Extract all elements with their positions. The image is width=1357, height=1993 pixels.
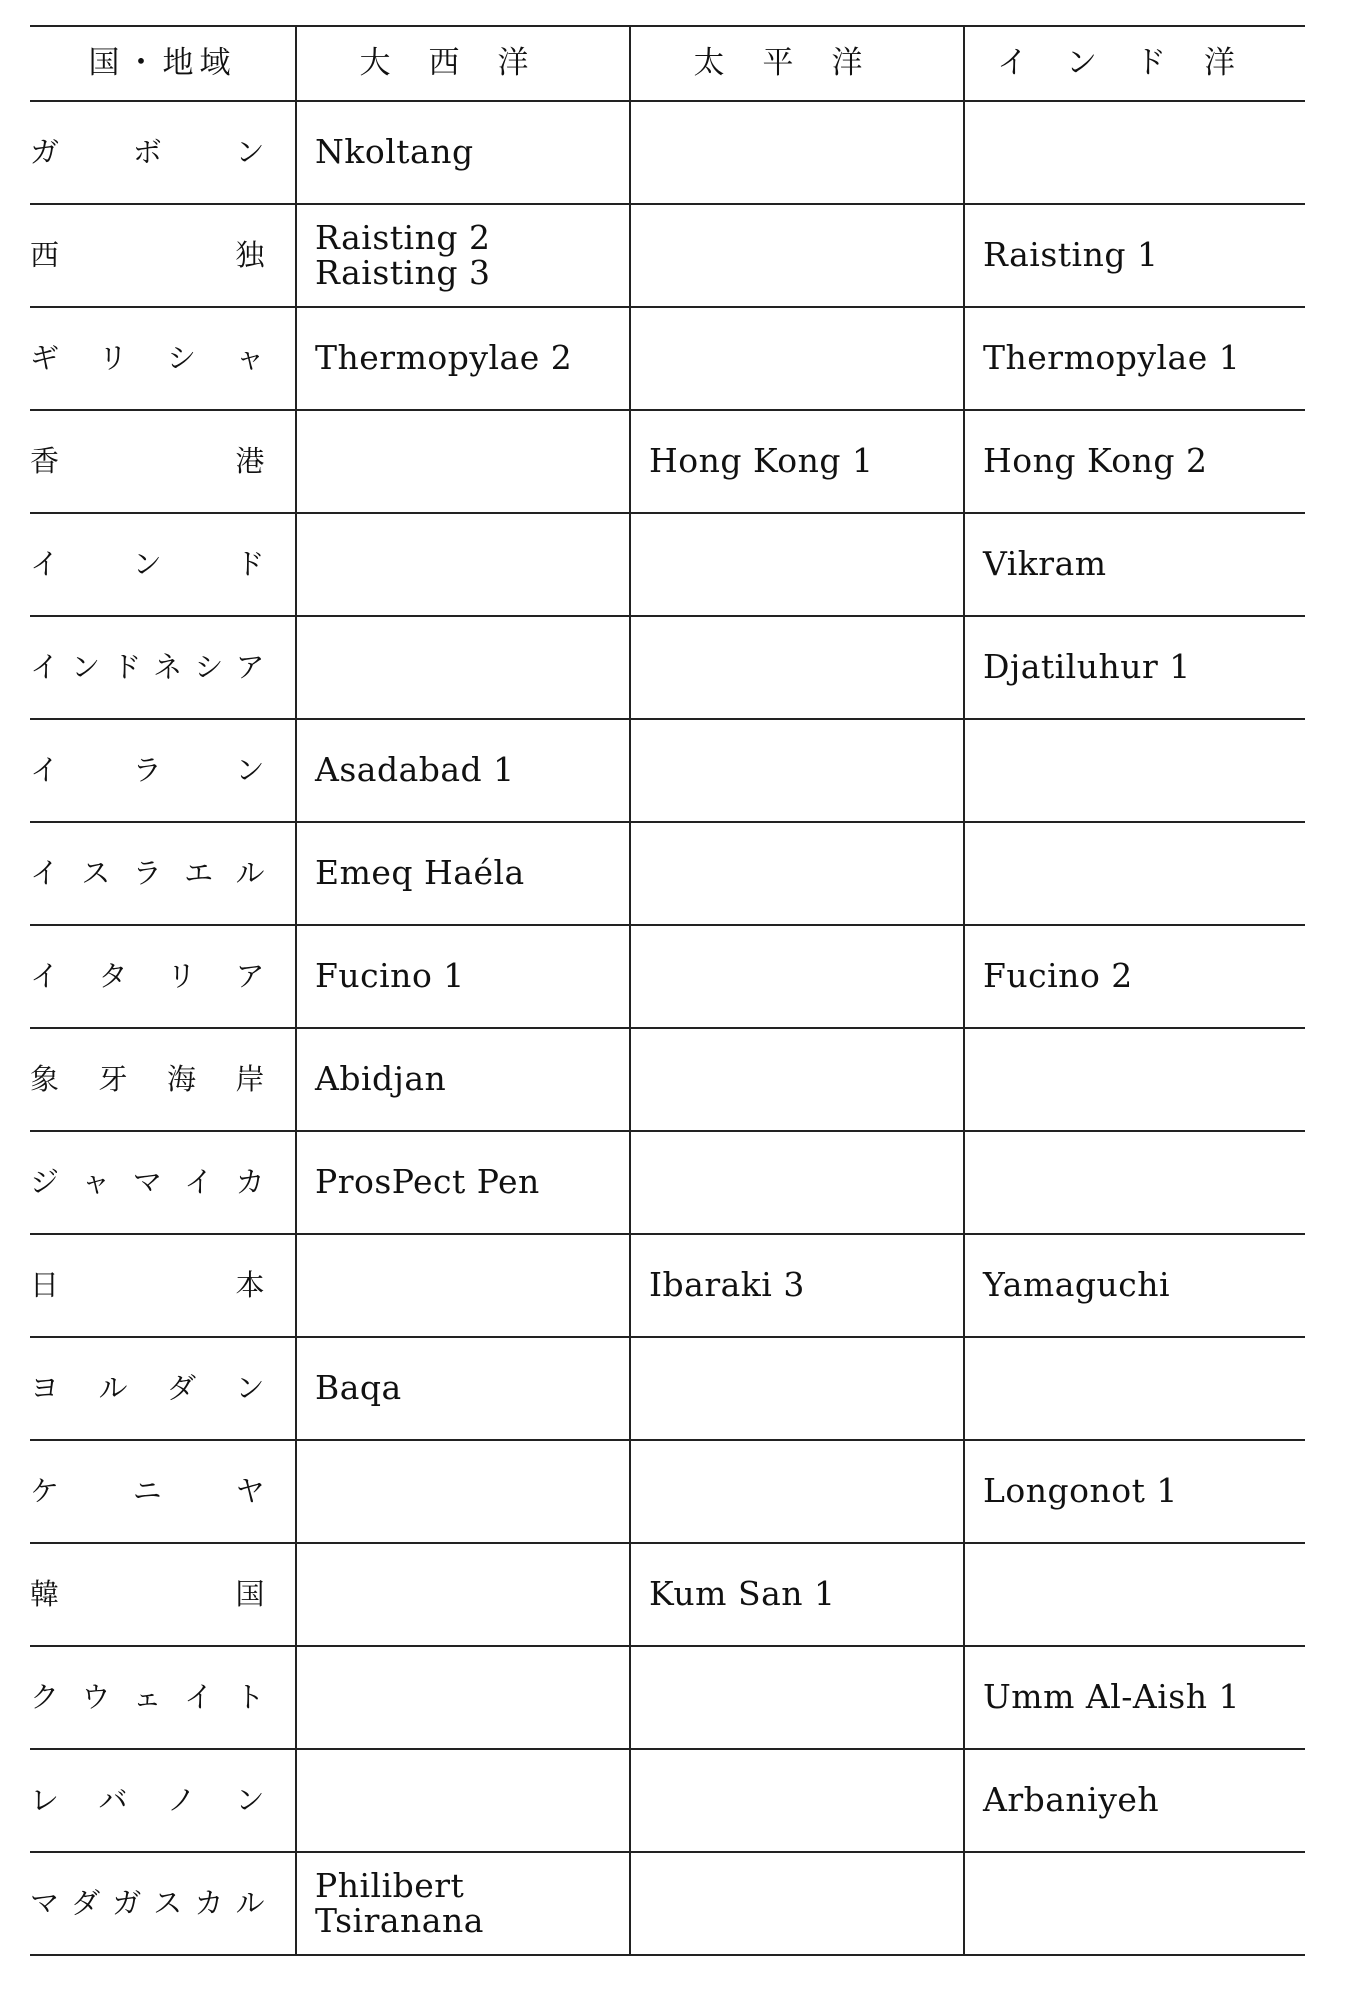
table-row — [30, 1338, 1305, 1441]
table-header-row — [30, 25, 1305, 102]
atlantic-station-cell: Baqa — [295, 1338, 629, 1439]
pacific-station-cell — [629, 514, 963, 615]
indian-station-cell — [963, 1544, 1305, 1645]
atlantic-station-cell — [295, 1750, 629, 1851]
pacific-station-cell: Hong Kong 1 — [629, 411, 963, 512]
country-cell — [30, 1853, 295, 1954]
atlantic-station-cell — [295, 1441, 629, 1542]
header-indian: インド洋 — [963, 27, 1305, 100]
country-cell — [30, 926, 295, 1027]
pacific-station-cell — [629, 1132, 963, 1233]
atlantic-station-cell — [295, 617, 629, 718]
country-cell — [30, 617, 295, 718]
country-cell — [30, 1647, 295, 1748]
country-name: ジ ャ マ イ カ — [30, 1165, 265, 1200]
earth-station-table — [30, 25, 1305, 1956]
atlantic-station-cell: Philibert Tsiranana — [295, 1853, 629, 1954]
indian-station-cell — [963, 102, 1305, 203]
country-name: ケ ニ ヤ — [30, 1474, 265, 1509]
indian-station-cell — [963, 1132, 1305, 1233]
indian-station-cell: Yamaguchi — [963, 1235, 1305, 1336]
table-row — [30, 1132, 1305, 1235]
pacific-station-cell — [629, 1441, 963, 1542]
table-row — [30, 617, 1305, 720]
table-row — [30, 1750, 1305, 1853]
country-name: レ バ ノ ン — [30, 1783, 265, 1818]
atlantic-station-cell: Abidjan — [295, 1029, 629, 1130]
country-name: 日 本 — [30, 1268, 265, 1303]
atlantic-station-cell — [295, 1647, 629, 1748]
table-row — [30, 205, 1305, 308]
pacific-station-cell — [629, 205, 963, 306]
country-name: ク ウ ェ イ ト — [30, 1680, 265, 1715]
table-body — [30, 102, 1305, 1956]
table-row — [30, 308, 1305, 411]
header-pacific: 太平洋 — [629, 27, 963, 100]
indian-station-cell — [963, 823, 1305, 924]
table-row — [30, 1544, 1305, 1647]
atlantic-station-cell — [295, 411, 629, 512]
table-row — [30, 1853, 1305, 1956]
indian-station-cell: Umm Al-Aish 1 — [963, 1647, 1305, 1748]
indian-station-cell: Arbaniyeh — [963, 1750, 1305, 1851]
table-row — [30, 514, 1305, 617]
pacific-station-cell — [629, 1338, 963, 1439]
country-cell — [30, 411, 295, 512]
indian-station-cell: Raisting 1 — [963, 205, 1305, 306]
country-cell — [30, 1132, 295, 1233]
table-row — [30, 720, 1305, 823]
pacific-station-cell — [629, 1647, 963, 1748]
pacific-station-cell: Kum San 1 — [629, 1544, 963, 1645]
country-cell — [30, 823, 295, 924]
country-cell — [30, 514, 295, 615]
country-cell — [30, 1544, 295, 1645]
atlantic-station-cell: Fucino 1 — [295, 926, 629, 1027]
country-cell — [30, 102, 295, 203]
pacific-station-cell — [629, 617, 963, 718]
country-name: イ ラ ン — [30, 753, 265, 788]
atlantic-station-cell: ProsPect Pen — [295, 1132, 629, 1233]
country-name: マ ダ ガ ス カ ル — [30, 1886, 265, 1921]
indian-station-cell: Fucino 2 — [963, 926, 1305, 1027]
pacific-station-cell — [629, 102, 963, 203]
header-atlantic: 大西洋 — [295, 27, 629, 100]
pacific-station-cell: Ibaraki 3 — [629, 1235, 963, 1336]
pacific-station-cell — [629, 1750, 963, 1851]
table-row — [30, 1235, 1305, 1338]
country-cell — [30, 1441, 295, 1542]
country-cell — [30, 1750, 295, 1851]
atlantic-station-cell: Asadabad 1 — [295, 720, 629, 821]
indian-station-cell — [963, 720, 1305, 821]
pacific-station-cell — [629, 1029, 963, 1130]
country-name: ヨ ル ダ ン — [30, 1371, 265, 1406]
table-row — [30, 411, 1305, 514]
country-cell — [30, 1029, 295, 1130]
indian-station-cell: Hong Kong 2 — [963, 411, 1305, 512]
country-name: 西 独 — [30, 238, 265, 273]
table-row — [30, 1647, 1305, 1750]
country-name: イ タ リ ア — [30, 959, 265, 994]
atlantic-station-cell — [295, 514, 629, 615]
atlantic-station-cell: Emeq Haéla — [295, 823, 629, 924]
pacific-station-cell — [629, 823, 963, 924]
country-name: イ ス ラ エ ル — [30, 856, 265, 891]
atlantic-station-cell: Nkoltang — [295, 102, 629, 203]
table-row — [30, 1441, 1305, 1544]
country-name: 韓 国 — [30, 1577, 265, 1612]
indian-station-cell: Thermopylae 1 — [963, 308, 1305, 409]
indian-station-cell — [963, 1029, 1305, 1130]
country-name: ギ リ シ ャ — [30, 341, 265, 376]
country-name: 象 牙 海 岸 — [30, 1062, 265, 1097]
indian-station-cell — [963, 1338, 1305, 1439]
pacific-station-cell — [629, 308, 963, 409]
table-row — [30, 1029, 1305, 1132]
pacific-station-cell — [629, 926, 963, 1027]
country-cell — [30, 1235, 295, 1336]
country-name: 香 港 — [30, 444, 265, 479]
atlantic-station-cell: Raisting 2 Raisting 3 — [295, 205, 629, 306]
pacific-station-cell — [629, 720, 963, 821]
indian-station-cell — [963, 1853, 1305, 1954]
country-cell — [30, 205, 295, 306]
country-cell — [30, 1338, 295, 1439]
country-name: ガ ボ ン — [30, 135, 265, 170]
indian-station-cell: Djatiluhur 1 — [963, 617, 1305, 718]
header-country: 国・地域 — [88, 45, 237, 82]
country-name: イ ン ド — [30, 547, 265, 582]
country-cell — [30, 308, 295, 409]
country-cell — [30, 720, 295, 821]
atlantic-station-cell — [295, 1235, 629, 1336]
table-row — [30, 823, 1305, 926]
indian-station-cell: Longonot 1 — [963, 1441, 1305, 1542]
table-row — [30, 102, 1305, 205]
indian-station-cell: Vikram — [963, 514, 1305, 615]
table-row — [30, 926, 1305, 1029]
pacific-station-cell — [629, 1853, 963, 1954]
country-name: イ ン ド ネ シ ア — [30, 650, 265, 685]
atlantic-station-cell — [295, 1544, 629, 1645]
atlantic-station-cell: Thermopylae 2 — [295, 308, 629, 409]
